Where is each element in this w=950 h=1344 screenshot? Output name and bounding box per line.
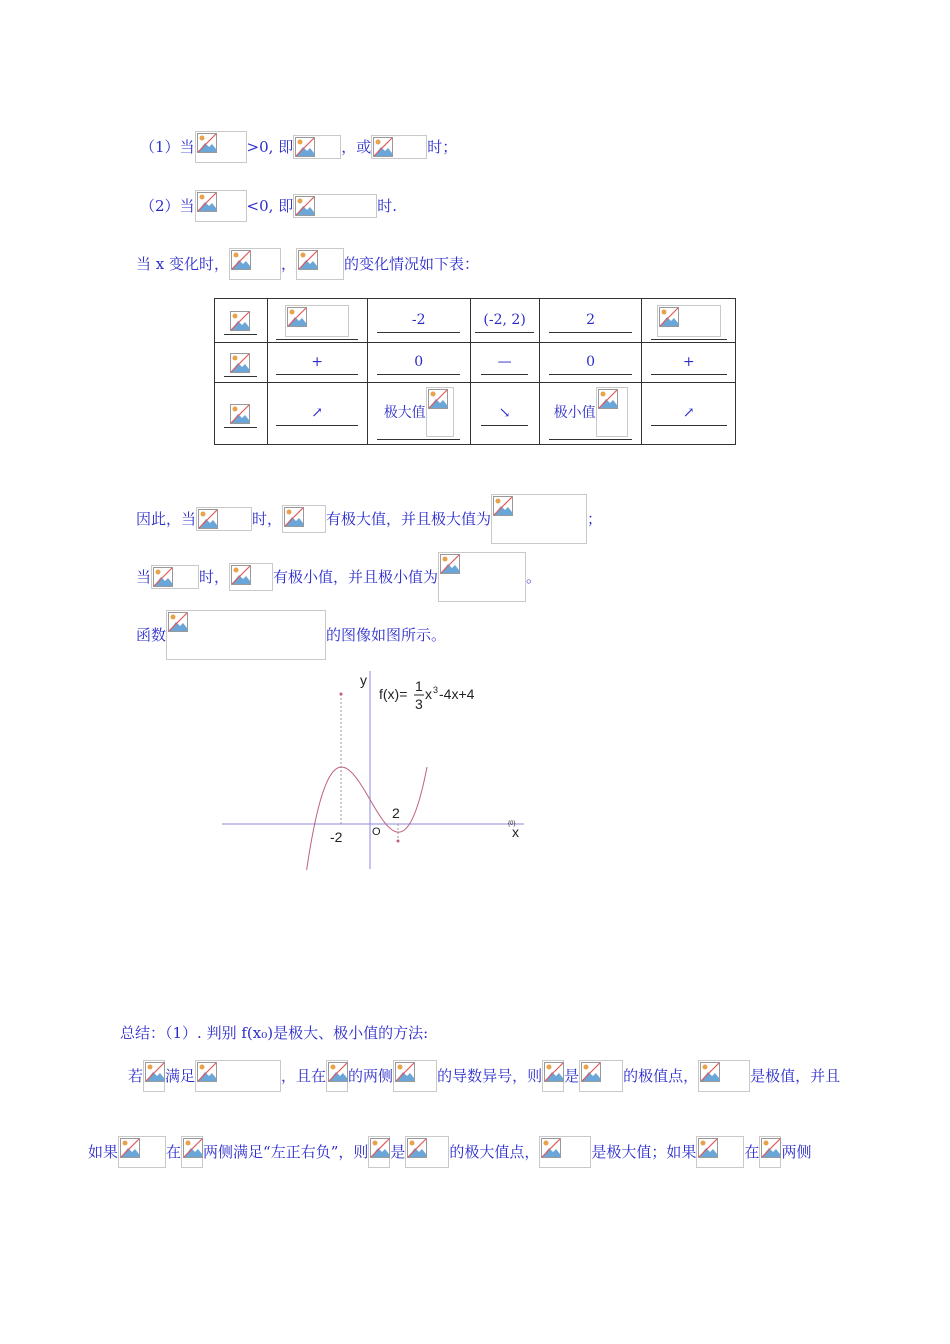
line4-end: ； [587, 510, 603, 528]
formula-image [326, 1060, 348, 1092]
table-cell [539, 383, 642, 445]
broken-image-icon [659, 307, 679, 327]
cell-value: ↘ [481, 401, 529, 426]
table-cell [367, 343, 470, 383]
formula-numerator: 1 [415, 678, 423, 694]
line4-shi: 时， [252, 510, 283, 528]
formula-image [696, 1136, 744, 1168]
broken-image-icon [230, 311, 250, 331]
table-cell [267, 383, 367, 445]
summary-l1-f: 是 [564, 1067, 580, 1085]
broken-image-icon [284, 507, 304, 527]
summary-l2-c: 两侧满足“左正右负”，则 [203, 1143, 369, 1161]
formula-prefix: f(x)= [379, 686, 408, 702]
broken-image-icon [231, 565, 251, 585]
table-header-cell [215, 299, 268, 343]
summary-l1-h: 是极值，并且 [750, 1067, 841, 1085]
line3-end: 的变化情况如下表： [344, 255, 480, 273]
y-axis-label: y [360, 672, 367, 688]
summary-line-1 [128, 1060, 840, 1092]
table-cell [470, 343, 539, 383]
formula-variable: x [425, 686, 432, 702]
tick-label-2: 2 [392, 805, 400, 821]
summary-l2-a: 如果 [88, 1143, 119, 1161]
broken-image-icon [197, 192, 217, 212]
summary-l1-b: 满足 [165, 1067, 196, 1085]
cell-value: — [481, 350, 529, 375]
table-cell [267, 343, 367, 383]
line6-end: 的图像如图所示。 [326, 626, 447, 644]
summary-l2-h: 两侧 [781, 1143, 812, 1161]
broken-image-icon [761, 1138, 781, 1158]
formula-image [229, 248, 281, 280]
formula-image [166, 610, 326, 660]
summary-line-2 [88, 1136, 811, 1168]
formula-image [229, 352, 253, 374]
broken-image-icon [197, 133, 217, 153]
broken-image-icon [598, 389, 618, 409]
formula-image [195, 1060, 281, 1092]
summary-l1-e: 的导数异号，则 [437, 1067, 543, 1085]
formula-image [657, 305, 721, 337]
formula-image [393, 1060, 437, 1092]
line1-comma: ，或 [341, 138, 372, 156]
minimum-line [136, 552, 541, 602]
broken-image-icon [295, 137, 315, 157]
broken-image-icon [407, 1138, 427, 1158]
table-cell [367, 299, 470, 343]
table-cell [470, 383, 539, 445]
table-row-function [215, 383, 736, 445]
line4-prefix: 因此，当 [136, 510, 197, 528]
broken-image-icon [153, 567, 173, 587]
broken-image-icon [145, 1062, 165, 1082]
broken-image-icon [440, 554, 460, 574]
broken-image-icon [287, 307, 307, 327]
formula-denominator: 3 [415, 696, 423, 712]
tick-label-neg2: -2 [330, 829, 343, 845]
summary-l2-d: 是 [390, 1143, 406, 1161]
function-curve [307, 767, 427, 870]
table-cell [470, 299, 539, 343]
cell-value: 极大值 [383, 405, 426, 421]
broken-image-icon [197, 1062, 217, 1082]
formula-image [698, 1060, 750, 1092]
table-row-derivative [215, 343, 736, 383]
broken-image-icon [698, 1138, 718, 1158]
broken-image-icon [120, 1138, 140, 1158]
broken-image-icon [544, 1062, 564, 1082]
formula-image [181, 1136, 203, 1168]
line3-prefix: 当 x 变化时， [136, 255, 229, 273]
broken-image-icon [428, 389, 448, 409]
cell-value: ↗ [276, 401, 357, 426]
formula-image [579, 1060, 623, 1092]
table-intro-line [136, 248, 479, 280]
formula-image [293, 135, 341, 159]
formula-image [151, 565, 199, 589]
condition-line-2 [140, 190, 397, 222]
formula-image [195, 190, 247, 222]
broken-image-icon [373, 137, 393, 157]
formula-image [426, 387, 454, 437]
line5-shi: 时， [199, 568, 230, 586]
broken-image-icon [298, 250, 318, 270]
line1-end: 时； [427, 138, 458, 156]
broken-image-icon [231, 250, 251, 270]
local-max-point [340, 693, 343, 696]
table-cell [642, 343, 736, 383]
formula-image [229, 403, 253, 425]
cell-value: + [651, 350, 727, 375]
line2-lt0: <0, 即 [246, 197, 294, 215]
table-cell [267, 299, 367, 343]
line5-end: 。 [526, 568, 542, 586]
line2-end: 时. [377, 197, 397, 215]
formula-image [229, 563, 273, 591]
table-cell [539, 343, 642, 383]
broken-image-icon [395, 1062, 415, 1082]
cell-value: + [276, 350, 357, 375]
broken-image-icon [168, 612, 188, 632]
maximum-line [136, 494, 602, 544]
line3-comma: ， [281, 255, 297, 273]
broken-image-icon [198, 509, 218, 529]
broken-image-icon [230, 404, 250, 424]
broken-image-icon [183, 1138, 203, 1158]
formula-image [229, 310, 253, 332]
function-graph [222, 665, 532, 875]
line6-prefix: 函数 [136, 626, 167, 644]
summary-l1-c: ，且在 [281, 1067, 327, 1085]
table-cell [539, 299, 642, 343]
line1-gt0: >0, 即 [246, 138, 294, 156]
formula-image [118, 1136, 166, 1168]
formula-image [196, 507, 252, 531]
origin-label: O [372, 826, 381, 838]
line2-prefix: （2）当 [140, 197, 195, 215]
broken-image-icon [328, 1062, 348, 1082]
formula-image [285, 305, 349, 337]
broken-image-icon [230, 353, 250, 373]
summary-l1-d: 的两侧 [348, 1067, 394, 1085]
summary-l2-e: 的极大值点， [449, 1143, 540, 1161]
formula-tail: -4x+4 [439, 686, 475, 702]
broken-image-icon [700, 1062, 720, 1082]
cell-value: 2 [549, 308, 632, 333]
summary-l2-g: 在 [744, 1143, 760, 1161]
formula-image [539, 1136, 591, 1168]
formula-image [293, 194, 377, 218]
x-axis-label: x [512, 824, 519, 840]
line1-prefix: （1）当 [140, 138, 195, 156]
table-row-x [215, 299, 736, 343]
summary-l1-g: 的极值点， [623, 1067, 699, 1085]
formula-image [438, 552, 526, 602]
x-axis-arrow-icon: {0} [508, 821, 516, 827]
formula-image [596, 387, 628, 437]
summary-l1-a: 若 [128, 1067, 144, 1085]
cell-value: 极小值 [553, 405, 596, 421]
formula-image [195, 131, 247, 163]
table-cell [367, 383, 470, 445]
line4-mid: 有极大值，并且极大值为 [326, 510, 492, 528]
formula-image [368, 1136, 390, 1168]
summary-l2-f: 是极大值；如果 [591, 1143, 697, 1161]
line5-mid: 有极小值，并且极小值为 [273, 568, 439, 586]
formula-image [542, 1060, 564, 1092]
formula-image [371, 135, 427, 159]
table-header-cell [215, 383, 268, 445]
summary-l2-b: 在 [166, 1143, 182, 1161]
formula-image [143, 1060, 165, 1092]
broken-image-icon [541, 1138, 561, 1158]
variation-table [214, 298, 736, 445]
table-cell [642, 299, 736, 343]
summary-title: 总结：（1）. 判别 f(x₀)是极大、极小值的方法: [120, 1024, 429, 1042]
broken-image-icon [295, 196, 315, 216]
cell-value: -2 [377, 308, 460, 333]
formula-image [405, 1136, 449, 1168]
cell-value: 0 [377, 350, 460, 375]
line5-prefix: 当 [136, 568, 152, 586]
condition-line-1 [140, 131, 457, 163]
broken-image-icon [493, 496, 513, 516]
graph-intro-line [136, 610, 446, 660]
local-min-point [397, 840, 400, 843]
cell-value: (-2, 2) [475, 308, 534, 333]
cell-value: ↗ [651, 401, 727, 426]
formula-image [759, 1136, 781, 1168]
formula-exponent: 3 [433, 685, 439, 695]
formula-image [282, 505, 326, 533]
table-cell [642, 383, 736, 445]
broken-image-icon [581, 1062, 601, 1082]
formula-image [296, 248, 344, 280]
cell-value: 0 [549, 350, 632, 375]
broken-image-icon [370, 1138, 390, 1158]
table-header-cell [215, 343, 268, 383]
formula-image [491, 494, 587, 544]
